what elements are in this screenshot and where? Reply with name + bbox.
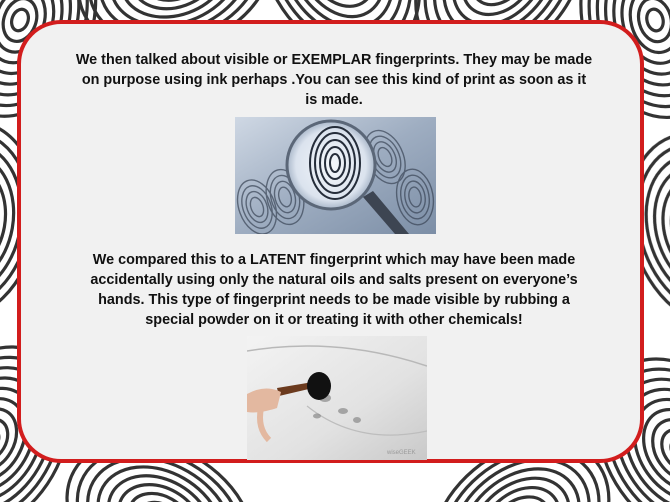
exemplar-paragraph: We then talked about visible or EXEMPLAR fingerprints. They may be made on purpose using ink perhaps .You can see this kind of print as soon as it is made. [75, 52, 593, 108]
latent-paragraph: We compared this to a LATENT fingerprint which may have been made accidentally using only the natural oils and salts present on everyone’s hands. This type of fingerprint needs to be made visible by rubbing a special powder on it or treating it with other chemicals! [90, 252, 578, 328]
brush-dusting-photo [247, 336, 427, 460]
magnifier-fingerprint-photo [235, 117, 436, 234]
svg-text:wiseGEEK: wiseGEEK [387, 450, 416, 456]
